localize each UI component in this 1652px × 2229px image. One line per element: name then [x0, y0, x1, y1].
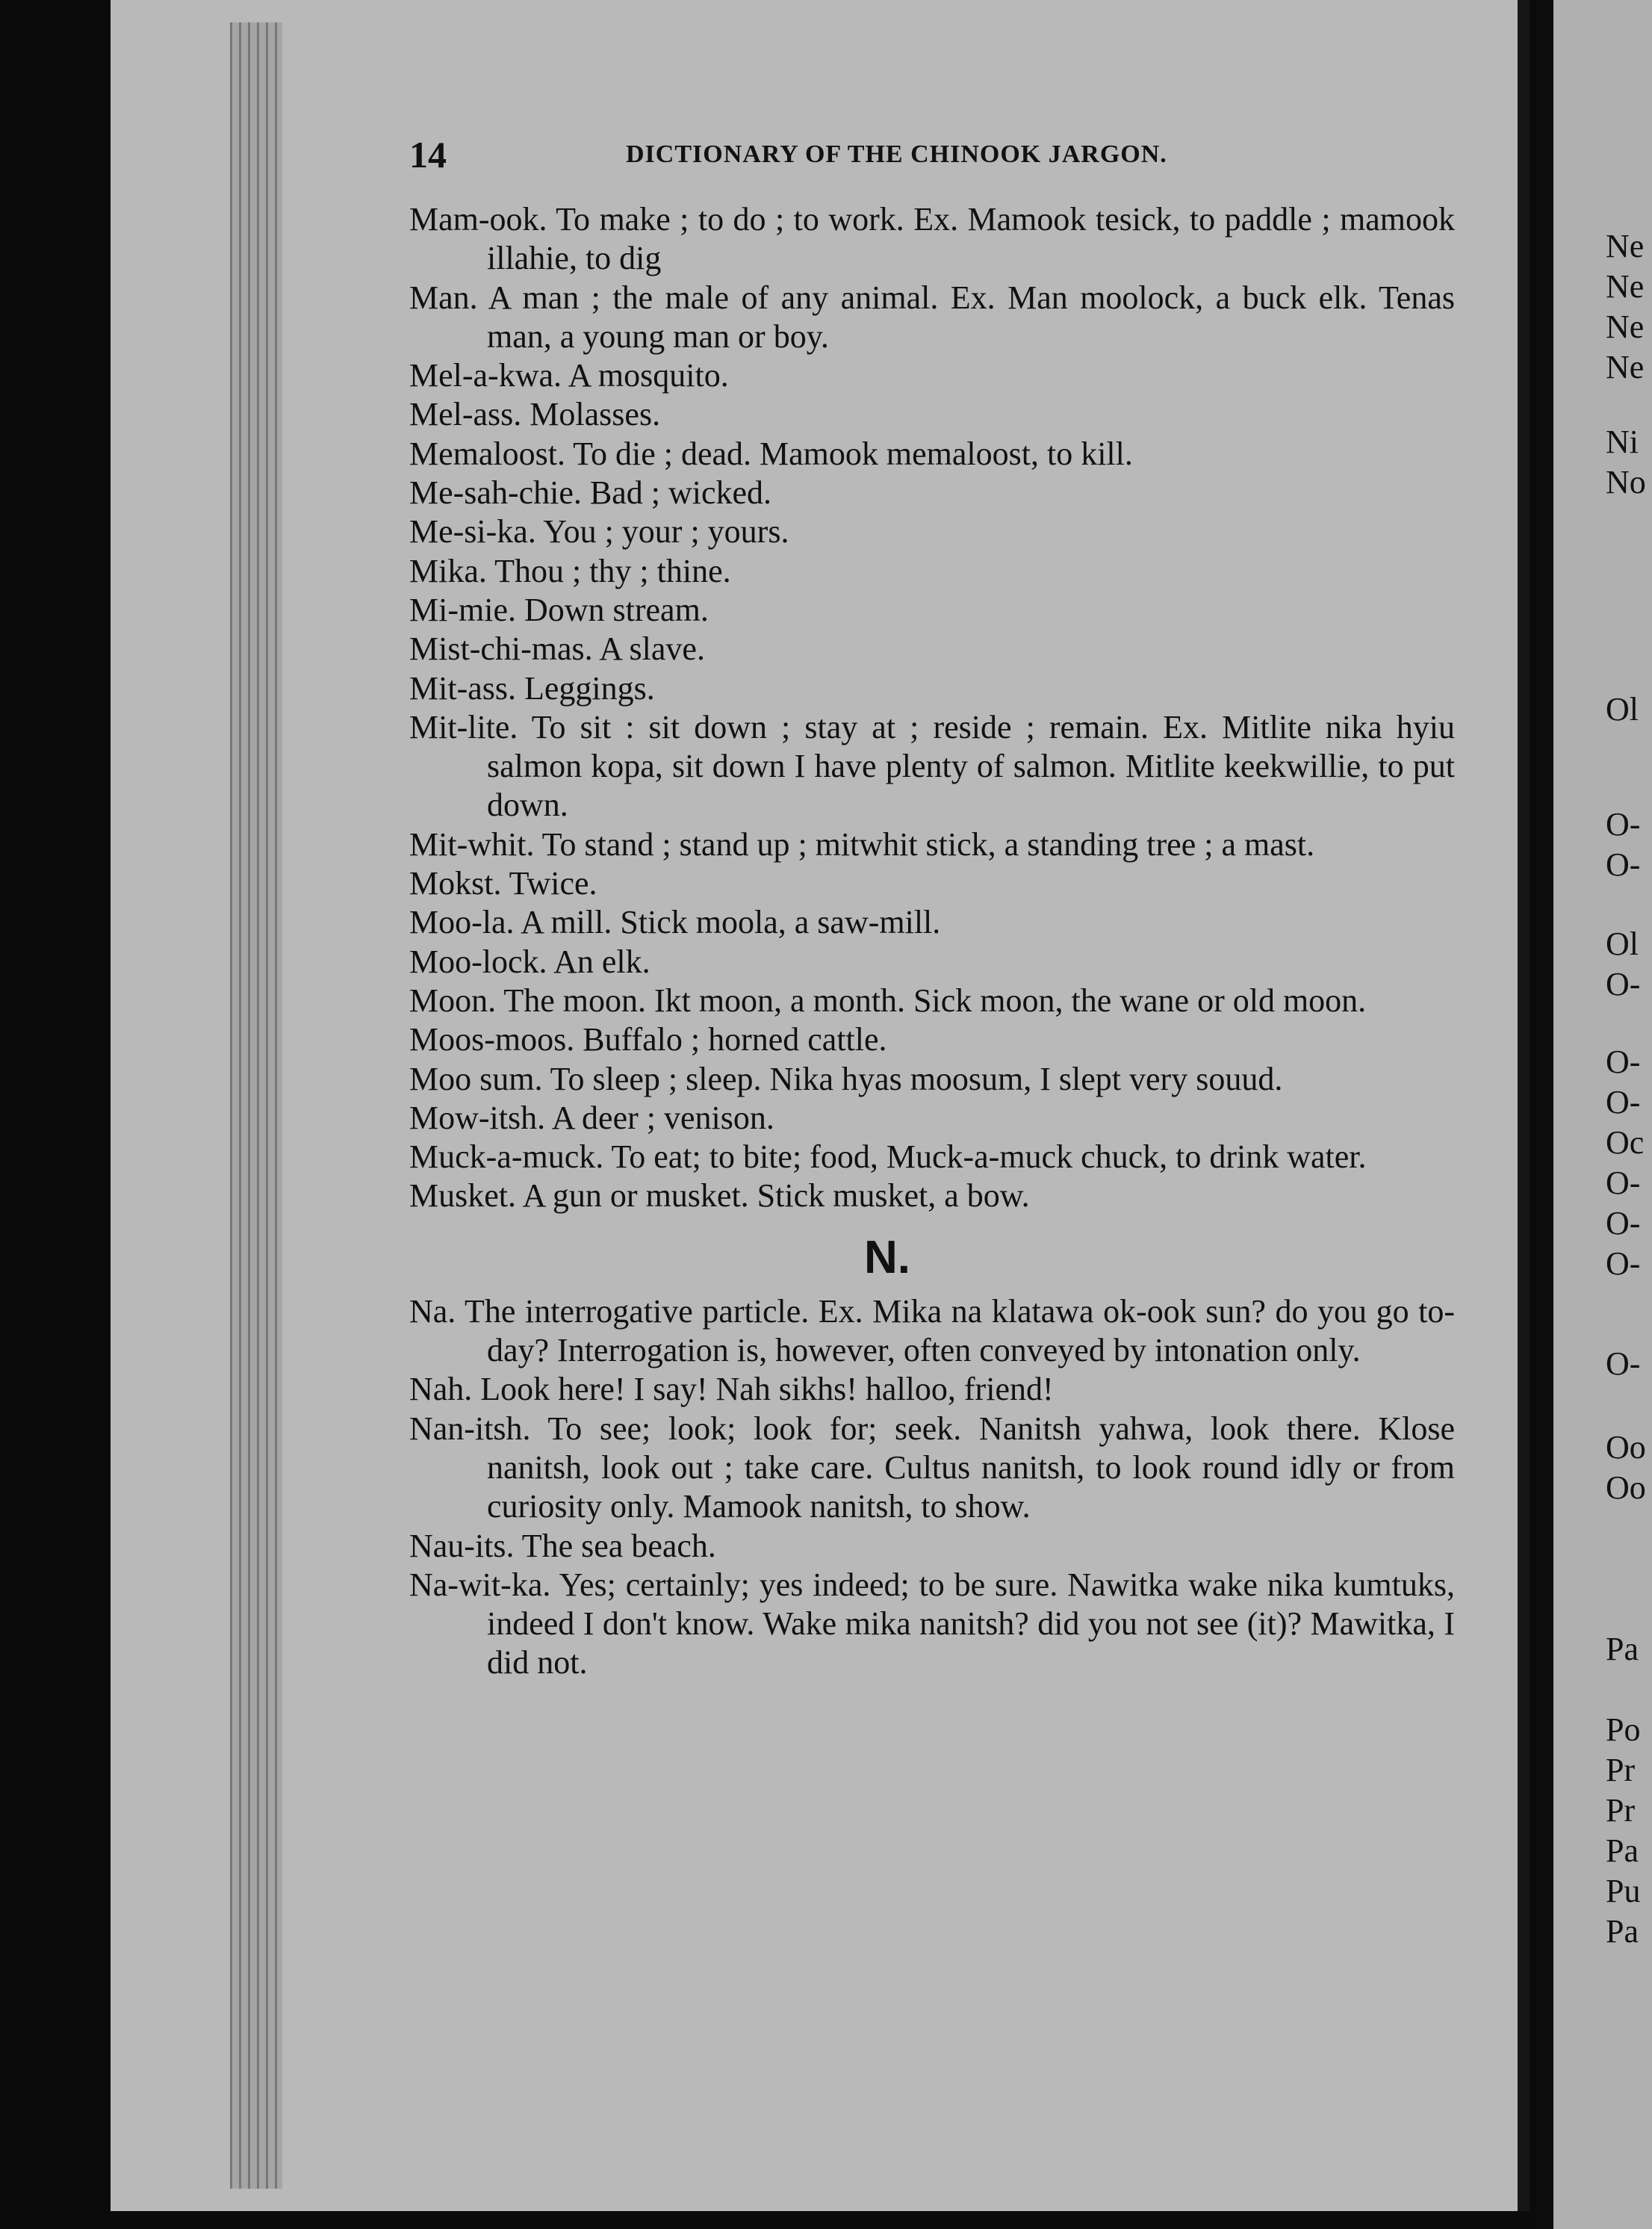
page-edge-lines — [230, 22, 282, 2189]
adjacent-page-fragment: O- — [1606, 806, 1641, 843]
dictionary-entry: Musket. A gun or musket. Stick musket, a bow. — [409, 1177, 1030, 1215]
dictionary-entry: Na. The interrogative particle. Ex. Mika na klatawa ok-ook sun? do you go to-day? Interrogation is, however, often conveyed by intonation only. — [409, 1292, 1455, 1369]
gutter-bar — [1538, 0, 1553, 2229]
dictionary-entry: Moon. The moon. Ikt moon, a month. Sick moon, the wane or old moon. — [409, 982, 1367, 1019]
adjacent-page-fragment: Oc — [1606, 1124, 1645, 1161]
dictionary-entry: Mi-mie. Down stream. — [409, 591, 709, 628]
running-title: DICTIONARY OF THE CHINOOK JARGON. — [626, 140, 1167, 168]
dictionary-entry: Moo sum. To sleep ; sleep. Nika hyas moosum, I slept very souud. — [409, 1060, 1283, 1097]
adjacent-page-fragment: Ni — [1606, 424, 1639, 460]
dictionary-entry: Nah. Look here! I say! Nah sikhs! halloo, friend! — [409, 1371, 1054, 1408]
adjacent-page-fragment: Pu — [1606, 1873, 1641, 1909]
dictionary-entry: Nan-itsh. To see; look; look for; seek. Nanitsh yahwa, look there. Klose nanitsh, look out ; take care. Cultus nanitsh, to look round idly or from curiosity only. Mamook nanitsh, to show. — [409, 1410, 1455, 1525]
dictionary-entry: Mel-a-kwa. A mosquito. — [409, 357, 729, 394]
adjacent-page-fragment: O- — [1606, 846, 1641, 883]
adjacent-page-fragment: O- — [1606, 1084, 1641, 1120]
adjacent-page-fragment: Ol — [1606, 926, 1639, 962]
dictionary-entry: Mit-whit. To stand ; stand up ; mitwhit stick, a standing tree ; a mast. — [409, 825, 1315, 863]
adjacent-page-fragment: O- — [1606, 1165, 1641, 1201]
dictionary-entry: Mit-lite. To sit : sit down ; stay at ; reside ; remain. Ex. Mitlite nika hyiu salmon kopa, sit down I have plenty of salmon. Mitlite keekwillie, to put down. — [409, 708, 1455, 824]
adjacent-page-fragment: Pa — [1606, 1913, 1639, 1950]
dictionary-entry: Moo-la. A mill. Stick moola, a saw-mill. — [409, 904, 941, 941]
adjacent-page-fragment: Ne — [1606, 228, 1645, 264]
adjacent-page-fragment: Pa — [1606, 1832, 1639, 1869]
adjacent-page-fragment: O- — [1606, 1245, 1641, 1282]
dictionary-entries — [409, 200, 1455, 1683]
dictionary-entry: Nau-its. The sea beach. — [409, 1527, 716, 1564]
dictionary-entry: Mit-ass. Leggings. — [409, 669, 655, 707]
dictionary-entry: Me-si-ka. You ; your ; yours. — [409, 513, 789, 551]
dictionary-entry: Mel-ass. Molasses. — [409, 396, 661, 433]
adjacent-page-fragment: O- — [1606, 1044, 1641, 1080]
dictionary-entry: Memaloost. To die ; dead. Mamook memaloost, to kill. — [409, 435, 1133, 472]
adjacent-page-fragment: Po — [1606, 1711, 1641, 1748]
dictionary-entry: Mist-chi-mas. A slave. — [409, 630, 705, 668]
dictionary-entry: Na-wit-ka. Yes; certainly; yes indeed; to be sure. Nawitka wake nika kumtuks, indeed I don't know. Wake mika nanitsh? did you not see (it)? Mawitka, I did not. — [409, 1566, 1455, 1681]
adjacent-page-fragment: O- — [1606, 1345, 1641, 1382]
adjacent-page-fragment: Ne — [1606, 349, 1645, 385]
adjacent-page-fragment: Oo — [1606, 1429, 1646, 1466]
dictionary-entry: Me-sah-chie. Bad ; wicked. — [409, 474, 772, 512]
adjacent-page-fragment: Pa — [1606, 1631, 1639, 1667]
adjacent-page-fragment: O- — [1606, 966, 1641, 1002]
dictionary-entry: Muck-a-muck. To eat; to bite; food, Muck-a-muck chuck, to drink water. — [409, 1138, 1367, 1176]
adjacent-page-fragment: Pr — [1606, 1792, 1636, 1829]
adjacent-page-fragment: Pr — [1606, 1752, 1636, 1788]
dictionary-entry: Mokst. Twice. — [409, 865, 597, 902]
adjacent-page-fragment: Ne — [1606, 309, 1645, 345]
page-number: 14 — [409, 134, 447, 176]
dictionary-entry: Mika. Thou ; thy ; thine. — [409, 552, 731, 589]
adjacent-page-fragment: Ol — [1606, 691, 1639, 728]
adjacent-page-strip — [1538, 0, 1652, 2229]
dictionary-entry: Moo-lock. An elk. — [409, 943, 650, 980]
adjacent-page-fragment: Oo — [1606, 1469, 1646, 1506]
dictionary-entry: Man. A man ; the male of any animal. Ex. Man moolock, a buck elk. Tenas man, a young man or boy. — [409, 279, 1455, 355]
dictionary-entry: Mow-itsh. A deer ; venison. — [409, 1099, 774, 1136]
adjacent-page-fragment: O- — [1606, 1205, 1641, 1241]
adjacent-page-fragment: Ne — [1606, 268, 1645, 305]
page-header — [409, 133, 1470, 178]
dictionary-entry: Mam-ook. To make ; to do ; to work. Ex. Mamook tesick, to paddle ; mamook illahie, to dig — [409, 201, 1455, 277]
section-heading: N. — [864, 1231, 910, 1283]
dictionary-entry: Moos-moos. Buffalo ; horned cattle. — [409, 1021, 887, 1058]
adjacent-page-fragment: No — [1606, 464, 1646, 500]
